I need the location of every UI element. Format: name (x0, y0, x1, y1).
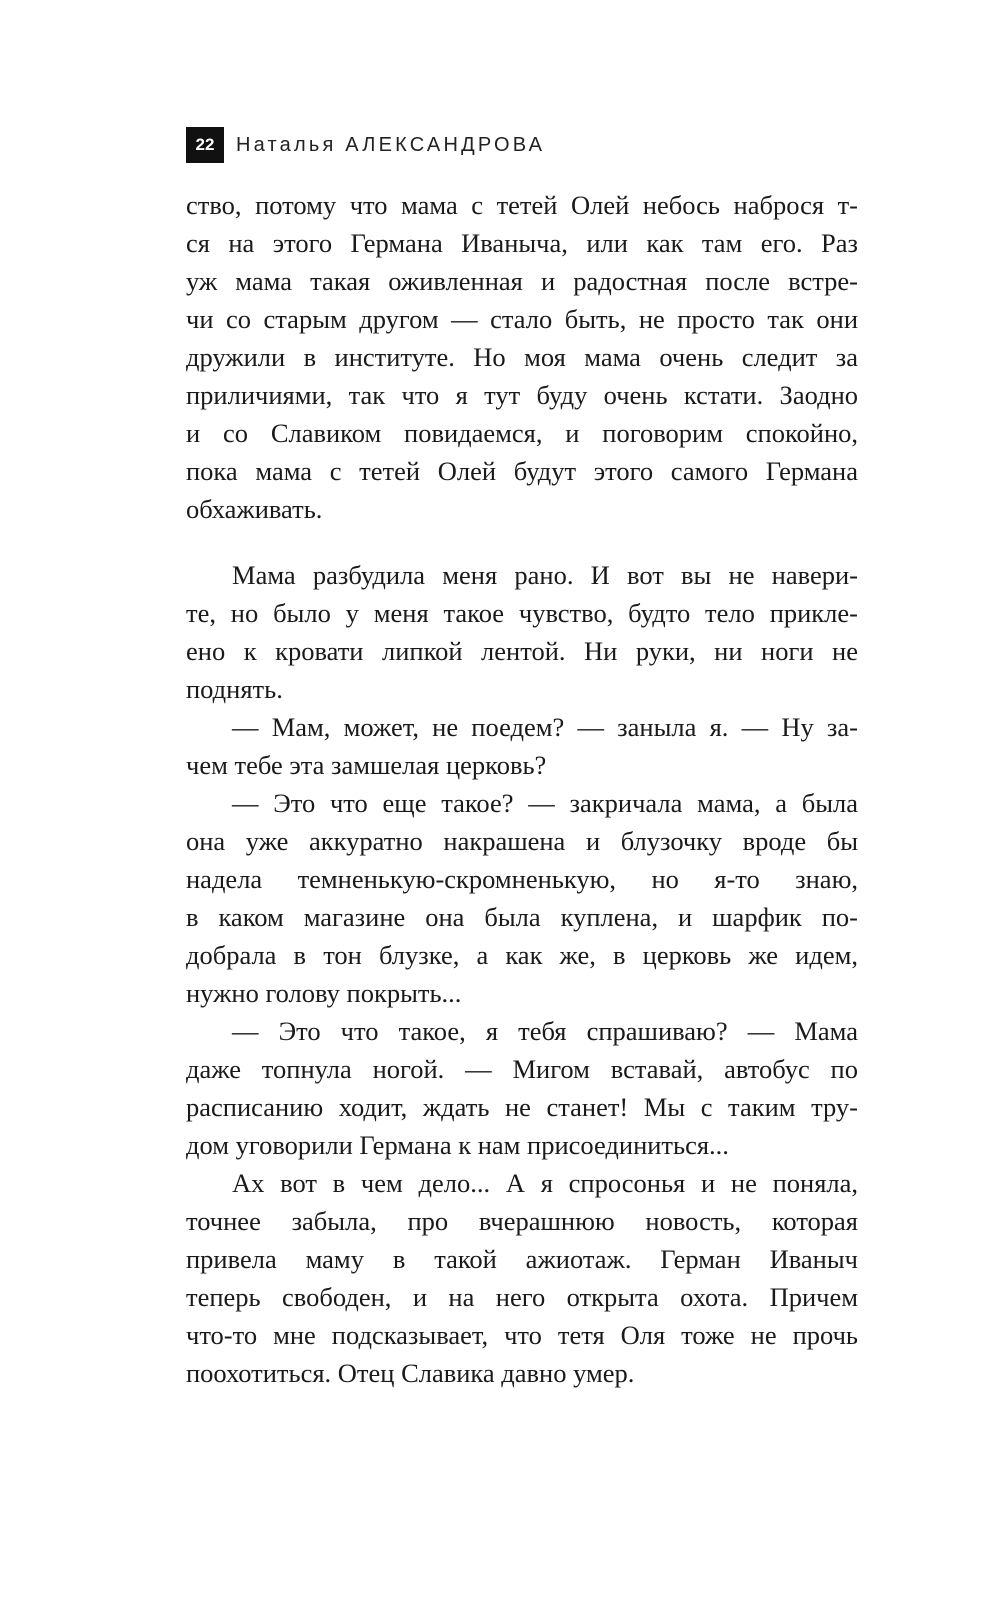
text-line: расписанию ходит, ждать не станет! Мы с таким тру- (186, 1092, 858, 1122)
text-line: дом уговорили Германа к нам присоединиться... (186, 1130, 729, 1160)
text-line: даже топнула ногой. — Мигом вставай, автобус по (186, 1054, 858, 1084)
running-header (186, 127, 545, 163)
dialogue-line: — Мам, может, не поедем? — заныла я. — Ну за- (232, 712, 858, 742)
text-line: теперь свободен, и на него открыта охота. Причем (186, 1282, 858, 1312)
text-line: дружили в институте. Но моя мама очень следит за (186, 342, 858, 372)
text-line: уж мама такая оживленная и радостная после встре- (186, 266, 858, 296)
text-line: ся на этого Германа Иваныча, или как там его. Раз (186, 228, 858, 258)
dialogue-line: — Это что такое, я тебя спрашиваю? — Мама (232, 1016, 858, 1046)
text-line: точнее забыла, про вчерашнюю новость, которая (186, 1206, 858, 1236)
text-line: поднять. (186, 674, 283, 704)
author-name: Наталья АЛЕКСАНДРОВА (236, 133, 546, 156)
text-line: ство, потому что мама с тетей Олей небось наброся т- (186, 190, 858, 220)
page-number: 22 (186, 127, 224, 163)
section-text (186, 556, 858, 1392)
text-line: пока мама с тетей Олей будут этого самого Германа (186, 456, 858, 486)
text-line: в каком магазине она была куплена, и шарфик по- (186, 902, 858, 932)
text-line: обхаживать. (186, 494, 323, 524)
text-line: надела темненькую-скромненькую, но я-то знаю, (186, 864, 858, 894)
text-line: ено к кровати липкой лентой. Ни руки, ни ноги не (186, 636, 858, 666)
text-line: нужно голову покрыть... (186, 978, 462, 1008)
text-line: что-то мне подсказывает, что тетя Оля тоже не прочь (186, 1320, 858, 1350)
text-line: поохотиться. Отец Славика давно умер. (186, 1358, 635, 1388)
text-line: Мама разбудила меня рано. И вот вы не навери- (232, 560, 858, 590)
text-line: Ах вот в чем дело... А я спросонья и не поняла, (232, 1168, 858, 1198)
text-line: чи со старым другом — стало быть, не просто так они (186, 304, 858, 334)
dialogue-line: — Это что еще такое? — закричала мама, а была (232, 788, 858, 818)
text-line: чем тебе эта замшелая церковь? (186, 750, 547, 780)
text-line: добрала в тон блузке, а как же, в церковь же идем, (186, 940, 858, 970)
text-line: и со Славиком повидаемся, и поговорим спокойно, (186, 418, 858, 448)
text-line: те, но было у меня такое чувство, будто тело прикле- (186, 598, 858, 628)
text-line: приличиями, так что я тут буду очень кстати. Заодно (186, 380, 858, 410)
paragraph-continued (186, 186, 858, 528)
text-line: привела маму в такой ажиотаж. Герман Иваныч (186, 1244, 858, 1274)
text-line: она уже аккуратно накрашена и блузочку вроде бы (186, 826, 858, 856)
